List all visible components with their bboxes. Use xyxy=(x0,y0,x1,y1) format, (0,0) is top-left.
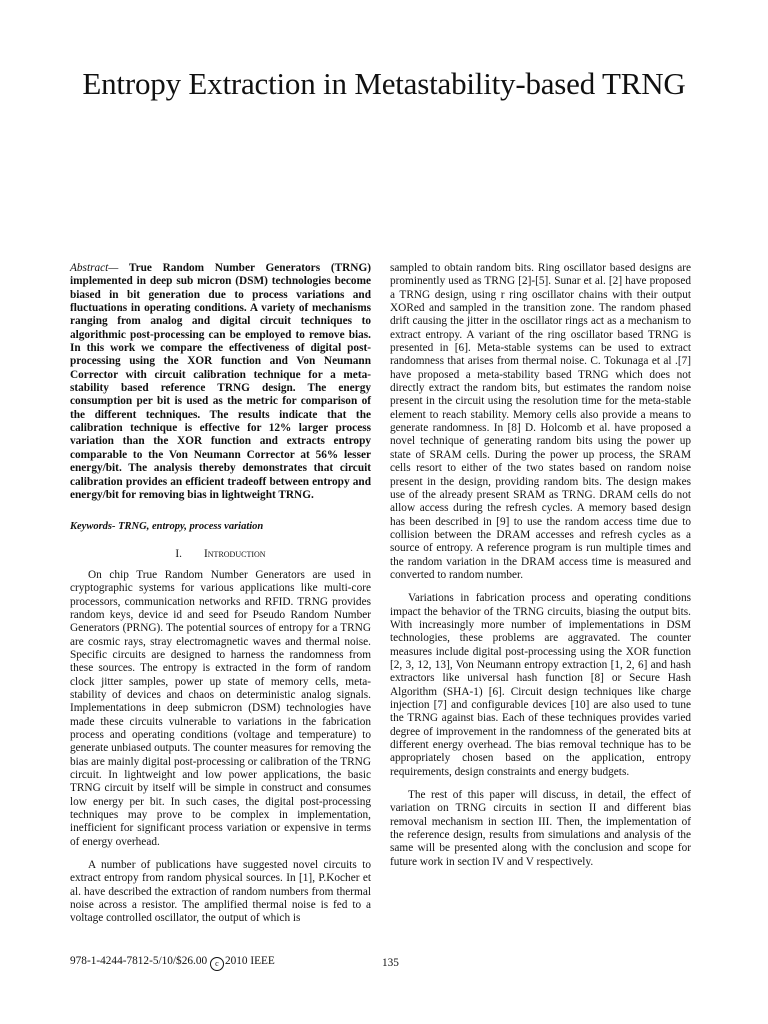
paragraph: On chip True Random Number Generators are used in cryptographic systems for various applications like multi-core processors, communication networks and RFID. TRNG provides random keys, device id and seed for Pseudo Random Number Generators (PRNG). The potential sources of entropy for a TRNG are cosmic rays, stray electromagnetic waves and thermal noise. Specific circuits are designed to harness the randomness from these sources. The entropy is extracted in the form of random clock jitter samples, power up state of memory cells, meta-stability of devices and chaos on deterministic analog signals. Implementations in deep submicron (DSM) technologies have made these circuits vulnerable to variations in the fabrication process and operating conditions (voltage and temperature) to generate unbiased outputs. The counter measures for removing the bias are mainly digital post-processing or calibration of the TRNG circuit. In lightweight and low power applications, the basic TRNG circuit by itself will be simple in construct and consumes low energy per bit. In such cases, the digital post-processing techniques may prove to be complex in implementation, inefficient for significant process variation or expensive in terms of energy overhead. xyxy=(70,568,371,848)
abstract-dash: — xyxy=(108,262,119,274)
paragraph: sampled to obtain random bits. Ring oscillator based designs are prominently used as TRNG [2]-[5]. Sunar et al. [2] have proposed a TRNG design, using r ring oscillator chains with their output XORed and sampled in the transition zone. The random phased drift causing the jitter in the oscillator rings act as a mechanism to extract entropy. A variant of the ring oscillator based TRNG is presented in [6]. Meta-stable systems can be used to extract randomness that arises from thermal noise. C. Tokunaga et al .[7] have proposed a meta-stability based TRNG which does not directly extract the random bits, but estimates the random noise present in the circuit using the resolution time for the meta-stable element to reach stability. Memory cells also provide a means to generate randomness. In [8] D. Holcomb et al. have proposed a novel technique of generating random bits using the power up state of SRAM cells. During the power up process, the SRAM cells resort to either of the two states based on random noise present in the design, providing random bits. The design makes use of the already present SRAM as TRNG. DRAM cells do not allow access during the refresh cycles. A memory based design has been described in [9] to use the random access time due to collision between the DRAM accesses and refresh cycles as a source of entropy. A reference program is run multiple times and the random variation in the DRAM access time is measured and converted to random number. xyxy=(390,262,691,581)
footer-isbn-price: 978-1-4244-7812-5/10/$26.00 xyxy=(70,955,210,967)
abstract-lead: Abstract xyxy=(70,262,109,274)
section-number: I. xyxy=(175,547,183,560)
keywords: Keywords- TRNG, entropy, process variation xyxy=(70,521,264,533)
page-number: 135 xyxy=(382,957,399,969)
paragraph: Variations in fabrication process and operating conditions impact the behavior of the TRNG circuits, biasing the output bits. With increasingly more number of implementations in DSM technologies, these problems are aggravated. The counter measures include digital post-processing using the XOR function [2, 3, 12, 13], Von Neumann entropy extraction [1, 2, 6] and hash extractors like universal hash function [8] or Secure Hash Algorithm (SHA-1) [6]. Circuit design techniques like charge injection [7] and configurable devices [10] are also used to tune the TRNG against bias. Each of these techniques provides varied degree of improvement in the randomness of the generated bits at different energy overhead. The bias removal technique has to be appropriately chosen based on the application, entropy requirements, design constraints and energy budgets. xyxy=(390,592,691,778)
right-column xyxy=(390,262,691,879)
section-title: Introduction xyxy=(204,547,266,560)
abstract-text: True Random Number Generators (TRNG) implemented in deep sub micron (DSM) technologies become biased in bit generation due to process variations and fluctuations in operating conditions. A variety of mechanisms ranging from analog and digital circuit techniques to algorithmic post-processing can be employed to remove bias. In this work we compare the effectiveness of digital post-processing using the XOR function and Von Neumann Corrector with circuit calibration technique for a meta-stability based reference TRNG design. The energy consumption per bit is used as the metric for comparison of the different techniques. The results indicate that the calibration technique is effective for 12% larger process variation than the XOR function and extracts entropy comparable to the Von Neumann Corrector at 56% lesser energy/bit. The analysis thereby demonstrates that circuit calibration provides an efficient tradeoff between entropy and energy/bit for removing bias in lightweight TRNG. xyxy=(70,262,371,501)
footer-copyright xyxy=(70,955,275,971)
footer-year-publisher: 2010 IEEE xyxy=(224,955,275,967)
paper-title: Entropy Extraction in Metastability-based TRNG xyxy=(82,66,686,101)
abstract xyxy=(70,262,371,502)
section-heading-introduction xyxy=(70,548,371,561)
paragraph: The rest of this paper will discuss, in detail, the effect of variation on TRNG circuits in section II and different bias removal mechanism in section III. Then, the implementation of the reference design, results from simulations and analysis of the same will be presented along with the conclusion and scope for future work in section IV and V respectively. xyxy=(390,789,691,868)
copyright-icon: c xyxy=(210,957,224,971)
left-column xyxy=(70,262,371,936)
paragraph: A number of publications have suggested novel circuits to extract entropy from random physical sources. In [1], P.Kocher et al. have described the extraction of random numbers from thermal noise across a resistor. The amplified thermal noise is fed to a voltage controlled oscillator, the output of which is xyxy=(70,859,371,925)
